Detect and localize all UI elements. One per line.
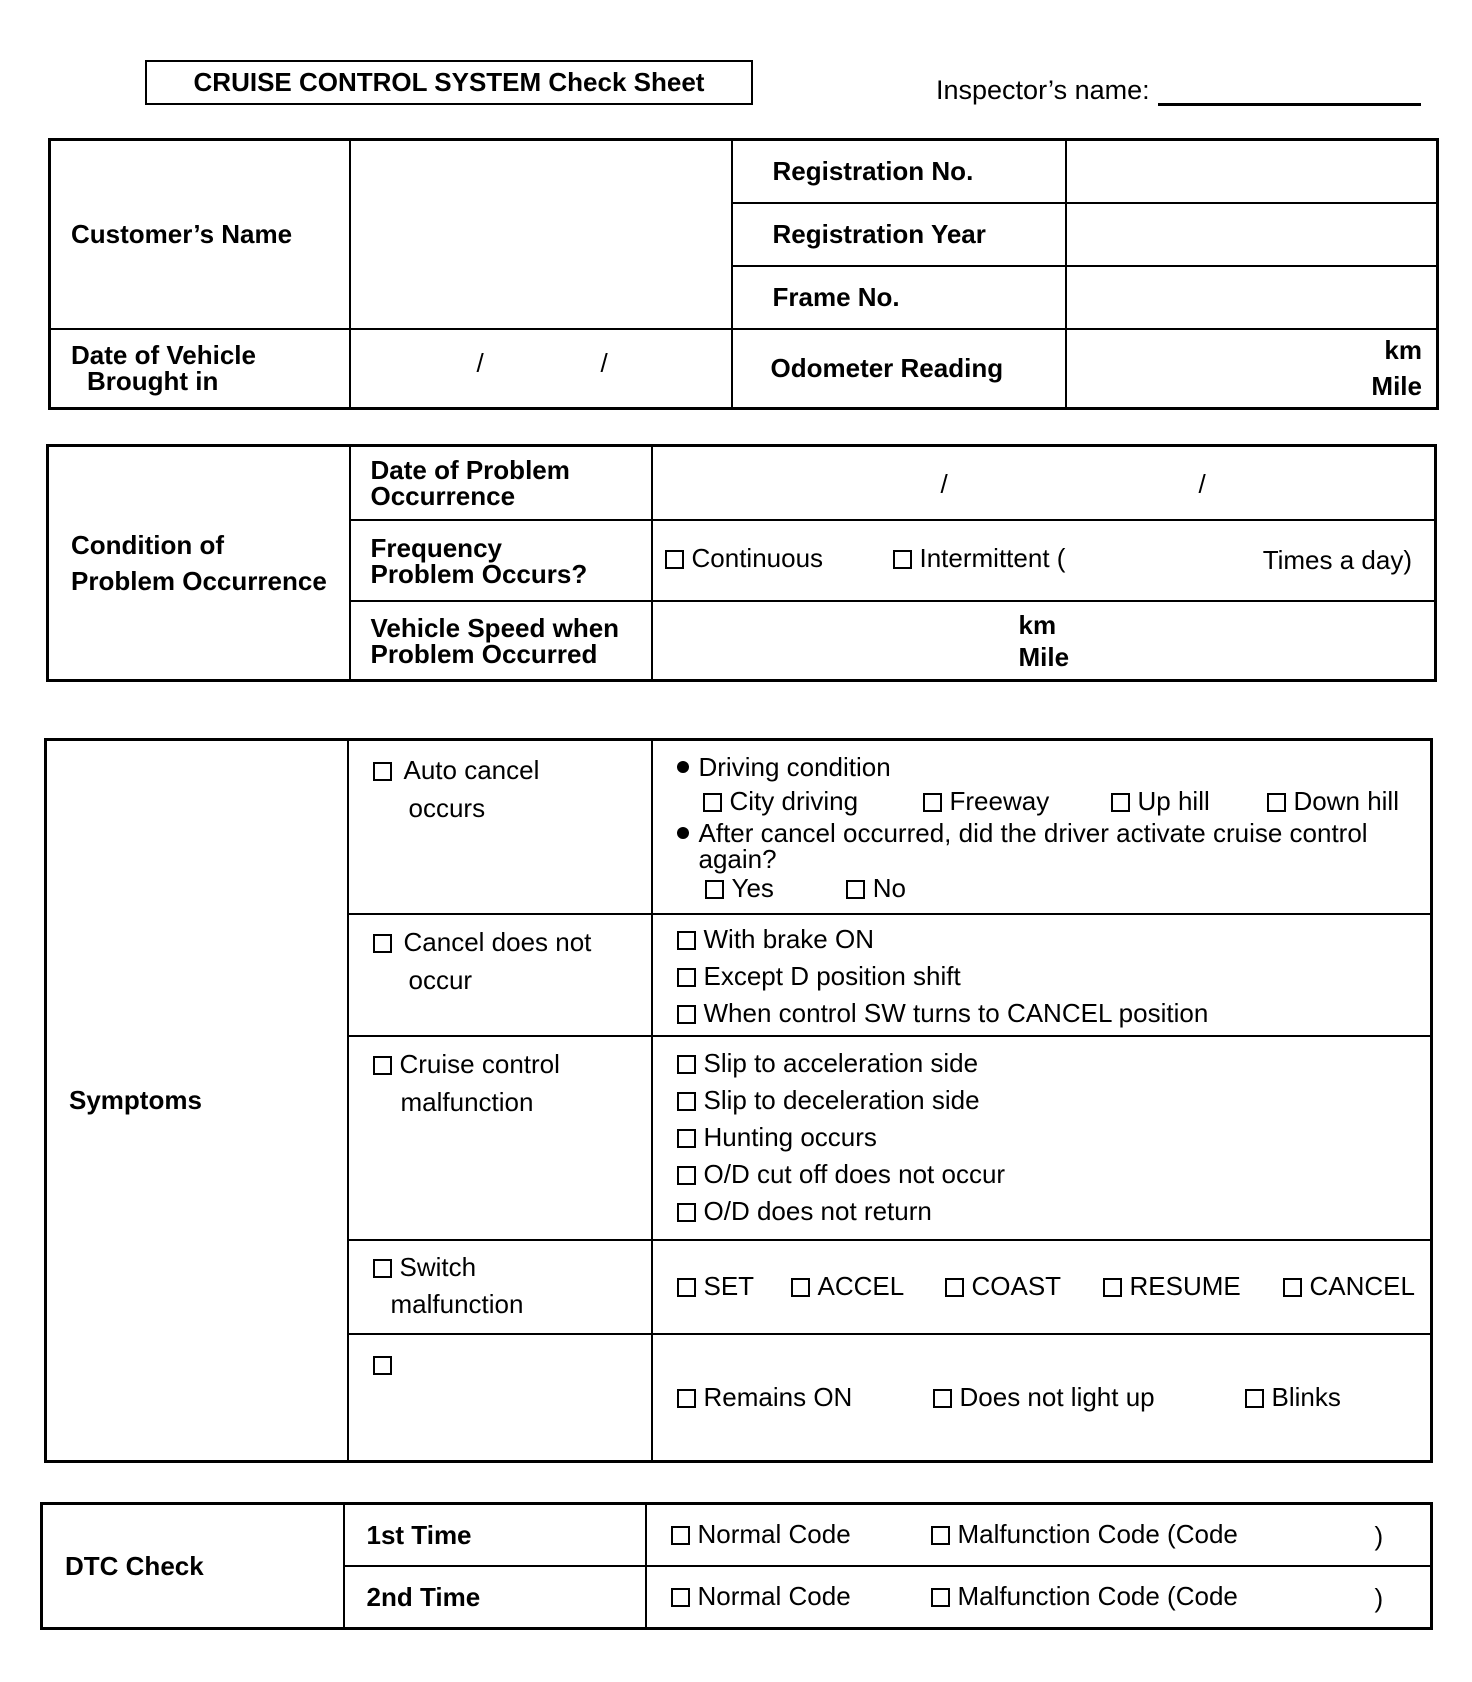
date-brought-in-field[interactable] xyxy=(350,329,732,409)
cancel-not-occur-label-line-2: occur xyxy=(408,964,473,995)
driving-condition-label: Driving condition xyxy=(698,752,891,782)
vehicle-speed-label-line-2: Problem Occurred xyxy=(370,638,598,669)
cancel-not-occur-option[interactable] xyxy=(348,914,652,1036)
checkbox[interactable] xyxy=(791,1278,810,1297)
registration-no-field[interactable] xyxy=(1066,140,1438,203)
auto-cancel-details xyxy=(652,740,1432,914)
option-label: When control SW turns to CANCEL position xyxy=(703,997,1209,1028)
slip-deceleration-option[interactable] xyxy=(677,1082,1431,1119)
option-label: O/D does not return xyxy=(703,1195,932,1226)
option-label: CANCEL xyxy=(1309,1271,1415,1301)
problem-date-label-line-2: Occurrence xyxy=(370,481,516,512)
cruise-malfunction-option[interactable] xyxy=(348,1036,652,1240)
checkbox[interactable] xyxy=(893,550,912,569)
frame-no-field[interactable] xyxy=(1066,266,1438,329)
intermittent-label: Intermittent ( xyxy=(919,543,1066,574)
indicator-details xyxy=(652,1334,1432,1462)
date-separator: / xyxy=(600,347,608,378)
except-d-shift-option[interactable] xyxy=(677,958,1431,995)
reactivate-question-line-2: again? xyxy=(698,844,777,874)
date-separator: / xyxy=(940,469,948,499)
check-sheet-title: CRUISE CONTROL SYSTEM Check Sheet xyxy=(145,60,753,105)
symptoms-table xyxy=(44,738,1433,1463)
date-separator: / xyxy=(1198,469,1206,499)
dtc-check-table xyxy=(40,1502,1433,1630)
switch-malfunction-option[interactable] xyxy=(348,1240,652,1334)
option-label: Malfunction Code (Code xyxy=(957,1519,1238,1549)
inspector-name-field xyxy=(936,74,1421,106)
cruise-malfunction-label-line-2: malfunction xyxy=(400,1086,534,1117)
checkbox[interactable] xyxy=(931,1526,950,1545)
odometer-reading-field[interactable] xyxy=(1066,329,1438,409)
unit-km: km xyxy=(1018,609,1057,640)
checkbox[interactable] xyxy=(703,793,722,812)
option-label: With brake ON xyxy=(703,923,874,954)
vehicle-info-table xyxy=(48,138,1439,410)
yes-option[interactable] xyxy=(705,871,839,905)
checkbox[interactable] xyxy=(677,1092,696,1111)
auto-cancel-label: Auto cancel xyxy=(403,755,540,785)
cruise-malfunction-label: Cruise control xyxy=(399,1048,560,1079)
auto-cancel-option[interactable] xyxy=(348,740,652,914)
condition-section-label xyxy=(48,446,350,681)
option-label: Normal Code xyxy=(697,1581,851,1611)
city-driving-option[interactable] xyxy=(703,783,923,819)
registration-year-label: Registration Year xyxy=(732,203,1066,266)
checkbox[interactable] xyxy=(677,1278,696,1297)
blinks-option[interactable] xyxy=(1245,1382,1341,1413)
checkbox[interactable] xyxy=(933,1389,952,1408)
checkbox[interactable] xyxy=(677,1203,696,1222)
vehicle-speed-label xyxy=(350,601,652,680)
option-label: Freeway xyxy=(949,786,1050,816)
bullet-icon xyxy=(677,761,689,773)
checkbox[interactable] xyxy=(705,880,724,899)
checkbox[interactable] xyxy=(373,1056,392,1075)
checkbox[interactable] xyxy=(671,1588,690,1607)
cancel-not-occur-label: Cancel does not xyxy=(403,926,592,957)
continuous-label: Continuous xyxy=(691,543,824,574)
frame-no-label: Frame No. xyxy=(732,266,1066,329)
slip-acceleration-option[interactable] xyxy=(677,1045,1431,1082)
does-not-light-option[interactable] xyxy=(933,1382,1245,1413)
inspector-name-line[interactable] xyxy=(1158,74,1421,106)
checkbox[interactable] xyxy=(1245,1389,1264,1408)
switch-malfunction-label-line-2: malfunction xyxy=(390,1288,524,1319)
option-label: Except D position shift xyxy=(703,960,961,991)
option-label: Does not light up xyxy=(959,1381,1155,1412)
normal-code-option[interactable] xyxy=(671,1519,851,1550)
coast-option[interactable] xyxy=(945,1271,1103,1302)
customer-name-field[interactable] xyxy=(350,140,732,329)
date-brought-in-label xyxy=(50,329,350,409)
accel-option[interactable] xyxy=(791,1271,945,1302)
condition-label-line-1: Condition of xyxy=(71,530,225,560)
first-time-label: 1st Time xyxy=(344,1504,646,1567)
continuous-option[interactable] xyxy=(665,543,824,574)
cancel-not-occur-details xyxy=(652,914,1432,1036)
date-separator: / xyxy=(476,347,484,378)
first-time-field xyxy=(646,1504,1432,1567)
vehicle-speed-field[interactable] xyxy=(652,601,1436,680)
frequency-field xyxy=(652,520,1436,601)
checkbox[interactable] xyxy=(373,934,392,953)
option-label: ACCEL xyxy=(817,1271,905,1301)
date-brought-in-label-line-1: Date of Vehicle xyxy=(71,340,256,371)
option-label: Yes xyxy=(731,873,774,903)
option-label: Down hill xyxy=(1293,786,1399,816)
frequency-label-line-1: Frequency xyxy=(370,532,502,563)
cruise-malfunction-details xyxy=(652,1036,1432,1240)
up-hill-option[interactable] xyxy=(1111,783,1267,819)
option-label: Normal Code xyxy=(697,1519,851,1549)
checkbox[interactable] xyxy=(677,968,696,987)
registration-year-field[interactable] xyxy=(1066,203,1438,266)
checkbox[interactable] xyxy=(373,762,392,781)
malfunction-code-option[interactable] xyxy=(931,1519,1238,1550)
checkbox[interactable] xyxy=(677,1055,696,1074)
second-time-label: 2nd Time xyxy=(344,1566,646,1629)
checkbox[interactable] xyxy=(373,1259,392,1278)
option-label: City driving xyxy=(729,786,859,816)
option-label: No xyxy=(872,873,906,903)
checkbox[interactable] xyxy=(677,1166,696,1185)
option-label: COAST xyxy=(971,1271,1062,1301)
checkbox[interactable] xyxy=(846,880,865,899)
vehicle-speed-label-line-1: Vehicle Speed when xyxy=(370,612,620,643)
freeway-option[interactable] xyxy=(923,783,1111,819)
checkbox[interactable] xyxy=(671,1526,690,1545)
od-return-option[interactable] xyxy=(677,1193,1431,1230)
cancel-option[interactable] xyxy=(1283,1271,1415,1302)
option-label: Up hill xyxy=(1137,786,1210,816)
registration-no-label: Registration No. xyxy=(732,140,1066,203)
frequency-label-line-2: Problem Occurs? xyxy=(370,558,588,589)
checkbox[interactable] xyxy=(931,1588,950,1607)
customer-name-label: Customer’s Name xyxy=(50,140,350,329)
inspector-name-label: Inspector’s name: xyxy=(936,75,1150,105)
hunting-option[interactable] xyxy=(677,1119,1431,1156)
option-label: SET xyxy=(703,1271,755,1301)
option-label: Slip to acceleration side xyxy=(703,1047,979,1078)
odometer-reading-label: Odometer Reading xyxy=(732,329,1066,409)
checkbox[interactable] xyxy=(665,550,684,569)
date-brought-in-label-line-2: Brought in xyxy=(87,366,219,397)
checkbox[interactable] xyxy=(1103,1278,1122,1297)
option-label: Hunting occurs xyxy=(703,1121,877,1152)
checkbox[interactable] xyxy=(677,1389,696,1408)
problem-date-field[interactable] xyxy=(652,446,1436,521)
malfunction-code-option[interactable] xyxy=(931,1581,1238,1612)
with-brake-on-option[interactable] xyxy=(677,921,1431,958)
od-cutoff-option[interactable] xyxy=(677,1156,1431,1193)
dtc-check-label: DTC Check xyxy=(42,1504,344,1629)
option-label: Malfunction Code (Code xyxy=(957,1581,1238,1611)
checkbox[interactable] xyxy=(923,793,942,812)
down-hill-option[interactable] xyxy=(1267,783,1400,819)
close-paren: ) xyxy=(1374,1583,1384,1613)
unit-mile: Mile xyxy=(1018,641,1070,672)
checkbox[interactable] xyxy=(677,1005,696,1024)
resume-option[interactable] xyxy=(1103,1271,1283,1302)
checkbox[interactable] xyxy=(677,931,696,950)
indicator-option[interactable] xyxy=(348,1334,652,1462)
switch-malfunction-details xyxy=(652,1240,1432,1334)
problem-date-label-line-1: Date of Problem xyxy=(370,455,570,486)
unit-km: km xyxy=(1384,335,1422,366)
option-label: Blinks xyxy=(1271,1381,1341,1412)
remains-on-option[interactable] xyxy=(677,1382,933,1413)
checkbox[interactable] xyxy=(945,1278,964,1297)
auto-cancel-label-line-2: occurs xyxy=(408,793,486,823)
control-sw-cancel-option[interactable] xyxy=(677,995,1431,1032)
bullet-icon xyxy=(677,827,689,839)
checkbox[interactable] xyxy=(1111,793,1130,812)
reactivate-question: After cancel occurred, did the driver activate cruise control xyxy=(698,818,1368,848)
checkbox[interactable] xyxy=(1283,1278,1302,1297)
switch-malfunction-label: Switch xyxy=(399,1251,477,1282)
option-label: Remains ON xyxy=(703,1381,853,1412)
normal-code-option[interactable] xyxy=(671,1581,851,1612)
no-option[interactable] xyxy=(846,873,906,903)
checkbox[interactable] xyxy=(373,1356,392,1375)
unit-mile: Mile xyxy=(1371,371,1422,402)
checkbox[interactable] xyxy=(1267,793,1286,812)
intermittent-option[interactable] xyxy=(893,543,1066,574)
close-paren: ) xyxy=(1374,1521,1384,1551)
condition-label-line-2: Problem Occurrence xyxy=(71,566,327,596)
times-a-day-label: Times a day) xyxy=(1262,545,1412,576)
option-label: RESUME xyxy=(1129,1271,1241,1301)
option-label: O/D cut off does not occur xyxy=(703,1158,1006,1189)
set-option[interactable] xyxy=(677,1271,791,1302)
condition-table xyxy=(46,444,1437,682)
problem-date-label xyxy=(350,446,652,521)
second-time-field xyxy=(646,1566,1432,1629)
checkbox[interactable] xyxy=(677,1129,696,1148)
frequency-label xyxy=(350,520,652,601)
option-label: Slip to deceleration side xyxy=(703,1084,980,1115)
symptoms-section-label: Symptoms xyxy=(46,740,348,1462)
